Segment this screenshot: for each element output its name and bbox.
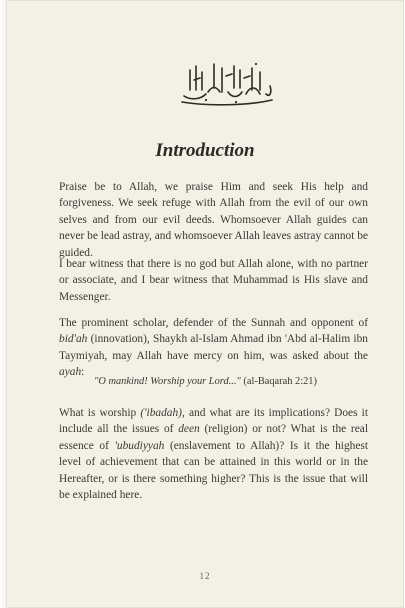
quote-reference: (al-Baqarah 2:21) (240, 376, 317, 387)
quote-verse: "O mankind! Worship your Lord..." (94, 376, 241, 387)
term-bidah: bid'ah (59, 333, 88, 346)
basmala-calligraphy (176, 56, 276, 108)
term-ibadah: ('ibadah) (140, 407, 182, 419)
page-title: Introduction (155, 140, 255, 161)
paragraph-opening-praise: Praise be to Allah, we praise Him and seek His help and forgiveness. We seek refuge with Allah from the evil of our own selves and from our evil deeds. Whomsoever Allah guides can never be lead astray, and whomsoever Allah leaves astray cannot be guided. (59, 181, 368, 259)
text-segment: What is worship (59, 407, 141, 419)
text-segment: (religion) or not? What is the real essence of (59, 423, 368, 452)
term-deen: deen (178, 423, 200, 436)
term-ubudiyyah: 'ubudiyyah (114, 439, 165, 452)
text-segment: (enslavement to Allah)? Is it the highest level of achievement that can be attained in this world or in the Hereafter, or is there something higher? This is the issue that will be explained here. (59, 439, 369, 502)
paragraph-worship-questions (59, 405, 368, 503)
text-segment: (innovation), Shaykh al-Islam Ahmad ibn 'Abd al-Halim ibn Taymiyah, may Allah have mercy on him, was asked about the (59, 333, 368, 362)
term-ayah: ayah (59, 366, 82, 379)
text-segment: The prominent scholar, defender of the Sunnah and opponent of (59, 317, 368, 329)
page-number: 12 (199, 571, 211, 581)
paragraph-testimony: I bear witness that there is no god but Allah alone, with no partner or associate, and I bear witness that Muhammad is His slave and Messenger. (59, 258, 368, 303)
text-segment: : (81, 366, 85, 379)
text-segment: , and what are its implications? Does it include all the issues of (59, 407, 368, 436)
book-page (6, 0, 404, 608)
paragraph-scholar-question (59, 315, 368, 381)
quran-quote (94, 375, 374, 389)
